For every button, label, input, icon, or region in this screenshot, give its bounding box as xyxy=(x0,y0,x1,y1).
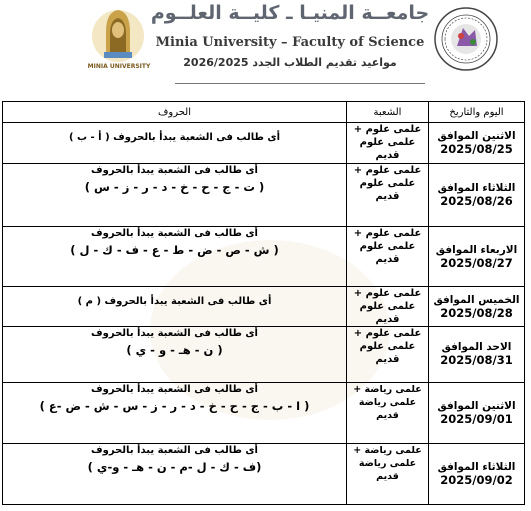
track-cell: علمى علوم + علمى علوم قديم xyxy=(347,286,429,327)
letters-cell xyxy=(3,123,347,164)
letters-line1: أى طالب فى الشعبة يبدأ بالحروف xyxy=(91,228,258,240)
letters-line2: ( ن - هـ - و - ي ) xyxy=(126,343,223,358)
track-cell: علمى علوم + علمى علوم قديم xyxy=(347,227,429,286)
date-cell xyxy=(429,443,525,504)
date-cell xyxy=(429,286,525,327)
minia-university-logo-icon xyxy=(90,2,146,64)
university-title-arabic: جامعــة المنيـا ـ كليــة العلــوم xyxy=(150,2,430,24)
table-row xyxy=(3,286,525,327)
letters-cell xyxy=(3,164,347,227)
letters-line1: أى طالب فى الشعبة يبدأ بالحروف xyxy=(91,444,258,456)
letters-cell xyxy=(3,227,347,286)
letters-cell xyxy=(3,327,347,382)
track-cell: علمى رياضة + علمى رياضة قديم xyxy=(347,382,429,443)
table-row xyxy=(3,164,525,227)
date-value: 2025/08/27 xyxy=(440,255,513,270)
letters-line2: ( ا - ب - ج - ح - خ - د - ر - ز - س - ش - ض -ع ) xyxy=(39,398,310,413)
schedule-subtitle: مواعيد تقديم الطلاب الجدد 2026/2025 xyxy=(183,56,397,69)
date-cell xyxy=(429,164,525,227)
header-letters: الحروف xyxy=(3,102,347,123)
letters-cell xyxy=(3,443,347,504)
letters-line2: ( ت - ج - ح - خ - د - ر - ز - س ) xyxy=(84,180,265,195)
table-header-row xyxy=(3,102,525,123)
letters-line1: أى طالب فى الشعبة يبدأ بالحروف xyxy=(91,383,258,395)
letters-cell xyxy=(3,286,347,327)
date-value: 2025/08/26 xyxy=(440,194,513,209)
date-value: 2025/09/02 xyxy=(440,472,513,487)
date-cell xyxy=(429,382,525,443)
table-row xyxy=(3,443,525,504)
day-label: الاثنين الموافق xyxy=(437,399,516,412)
date-cell xyxy=(429,123,525,164)
day-label: الاربعاء الموافق xyxy=(435,243,518,256)
date-value: 2025/08/31 xyxy=(440,353,513,368)
university-title-english: Minia University – Faculty of Science xyxy=(155,35,425,50)
letters-line2: (ف - ك - ل -م - ن - هـ - و-ي ) xyxy=(87,459,262,474)
header-date: اليوم والتاريخ xyxy=(429,102,525,123)
header-divider xyxy=(175,83,425,84)
table-row xyxy=(3,327,525,382)
letters-line1: أى طالب فى الشعبة يبدأ بالحروف ( م ) xyxy=(77,295,272,307)
letters-line1: أى طالب فى الشعبة يبدأ بالحروف ( أ - ب ) xyxy=(68,132,281,144)
letters-line1: أى طالب فى الشعبة يبدأ بالحروف xyxy=(91,165,258,177)
schedule-table xyxy=(2,101,525,505)
track-cell: علمى علوم + علمى علوم قديم xyxy=(347,327,429,382)
date-cell xyxy=(429,327,525,382)
day-label: الاحد الموافق xyxy=(441,341,512,354)
letters-cell xyxy=(3,382,347,443)
day-label: الاثنين الموافق xyxy=(437,130,516,143)
track-cell: علمى علوم + علمى علوم قديم xyxy=(347,164,429,227)
track-cell: علمى رياضة + علمى رياضة قديم xyxy=(347,443,429,504)
logo-left-caption: MINIA UNIVERSITY xyxy=(87,63,151,70)
day-label: الثلاثاء الموافق xyxy=(437,182,516,195)
table-row xyxy=(3,227,525,286)
faculty-of-science-logo-icon xyxy=(433,6,499,72)
header-track: الشعبة xyxy=(347,102,429,123)
track-cell: علمى علوم + علمى علوم قديم xyxy=(347,123,429,164)
date-cell xyxy=(429,227,525,286)
document-header xyxy=(0,0,531,95)
date-value: 2025/09/01 xyxy=(440,411,513,426)
day-label: الثلاثاء الموافق xyxy=(437,460,516,473)
day-label: الخميس الموافق xyxy=(433,293,520,306)
table-row xyxy=(3,123,525,164)
letters-line2: ( ش - ص - ض - ط - ع - ف - ك - ل ) xyxy=(70,243,279,258)
letters-line1: أى طالب فى الشعبة يبدأ بالحروف xyxy=(91,328,258,340)
date-value: 2025/08/28 xyxy=(440,305,513,320)
table-row xyxy=(3,382,525,443)
date-value: 2025/08/25 xyxy=(440,142,513,157)
